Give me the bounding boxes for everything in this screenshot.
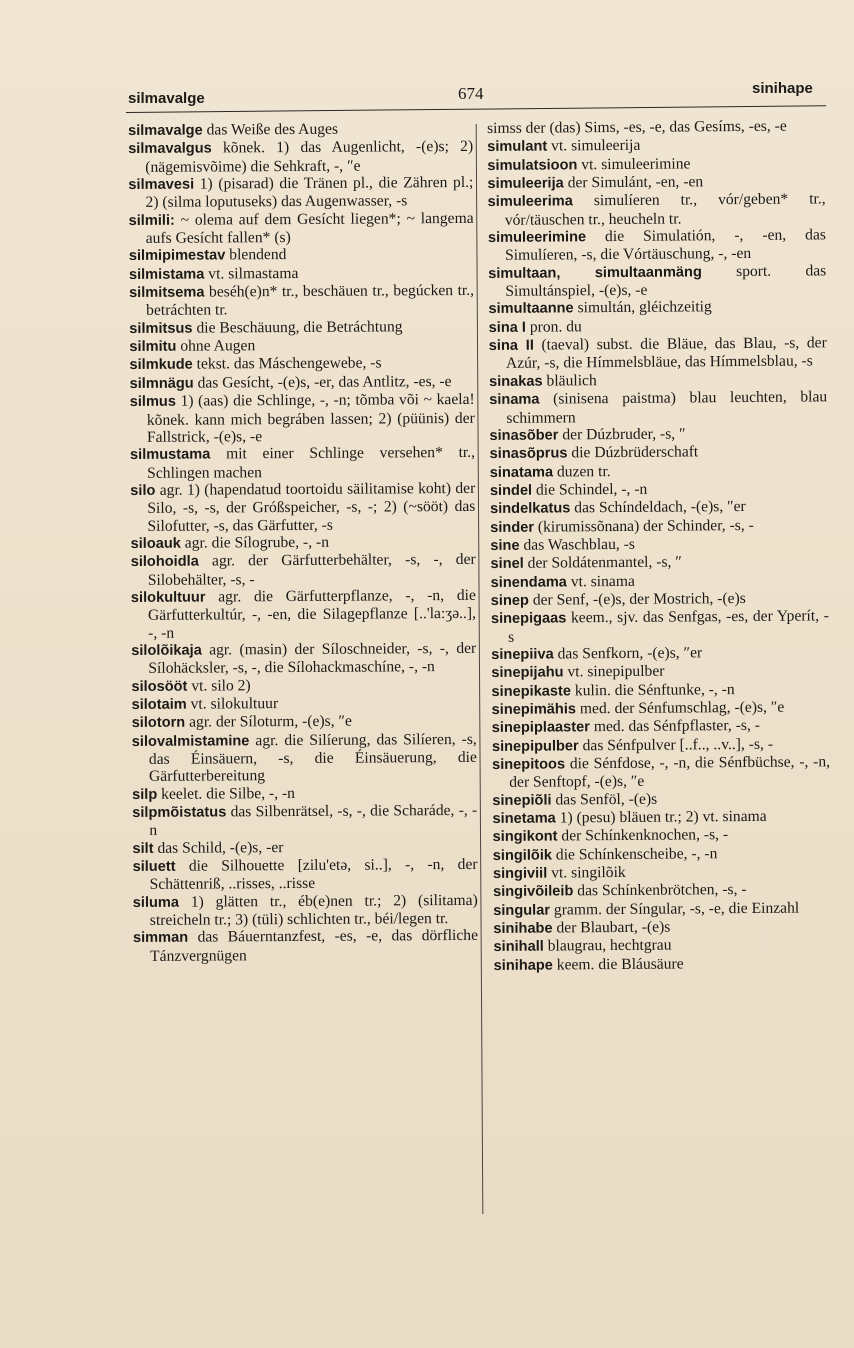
headword: sina I <box>488 319 527 336</box>
dictionary-entry <box>130 391 475 446</box>
definition: agr. die Sílogrube, -, -n <box>180 533 330 552</box>
headword: silpmõistatus <box>132 804 227 822</box>
headword: silmitsema <box>128 284 205 302</box>
dictionary-entry <box>133 927 478 965</box>
definition: 1) glätten tr., éb(e)nen tr.; 2) (silitama) streicheln tr.; 3) (tüli) schlichten tr., béi/legen tr. <box>149 891 478 930</box>
headword: sinatama <box>489 464 554 481</box>
headword: silmavalge <box>128 122 203 139</box>
definition: keem., sjv. das Senfgas, -es, der Yperít, -s <box>507 607 829 646</box>
headword: simulatsioon <box>487 156 578 174</box>
definition: die Sénfdose, -, -n, die Sénfbüchse, -, -n, der Senftopf, -(e)s, ″e <box>509 753 831 792</box>
dictionary-entry <box>130 444 475 482</box>
definition: agr. die Silíerung, das Silíeren, -s, das Éinsäuern, -s, die Éinsäuerung, die Gärfutterbereitung <box>148 730 477 786</box>
definition: med. der Sénfumschlag, -(e)s, ″e <box>575 698 785 718</box>
headword: simuleerimine <box>487 229 587 247</box>
headword: sinder <box>490 519 535 536</box>
definition: simultán, gléichzeitig <box>573 298 712 317</box>
definition: das Báuerntanzfest, -es, -e, das dörfliche Tánzvergnügen <box>150 927 479 965</box>
dictionary-entry <box>131 676 476 696</box>
headword: silp <box>132 786 158 803</box>
definition: vt. silo 2) <box>187 676 251 695</box>
headword: silovalmistamine <box>131 732 250 750</box>
dictionary-entry <box>132 802 477 840</box>
definition: agr. (masin) der Síloschneider, -s, -, der Sílohäcksler, -s, -, die Sílohackmaschíne, -, -n <box>148 639 477 678</box>
definition: die Schínkenscheibe, -, -n <box>551 844 718 864</box>
headword: singivõileib <box>493 883 574 901</box>
headword: silmkude <box>129 357 193 374</box>
dictionary-entry <box>129 318 474 338</box>
dictionary-entry <box>128 120 473 140</box>
dictionary-entry <box>129 354 474 374</box>
dictionary-entry <box>488 226 826 264</box>
dictionary-entry <box>130 480 475 535</box>
definition: keelet. die Silbe, -, -n <box>157 784 295 803</box>
left-guide-word: silmavalge <box>128 90 205 107</box>
headword: silmitsus <box>129 320 193 337</box>
definition: blendend <box>225 246 287 264</box>
headword: singilõik <box>492 847 553 864</box>
dictionary-entry <box>133 892 478 930</box>
headword: sinetama <box>492 810 556 828</box>
definition: 1) (aas) die Schlinge, -, -n; tõmba või ~ kaela! kõnek. kann mich begráben lassen; 2) (püünis) der Fallstrick, -(e)s, -e <box>146 391 475 446</box>
definition: der Dúzbruder, -s, ″ <box>558 425 686 444</box>
headword: sinep <box>490 592 529 609</box>
headword: sinihall <box>493 939 544 956</box>
dictionary-entry <box>488 191 826 229</box>
left-column <box>128 120 478 965</box>
definition: das Waschblau, -s <box>519 535 635 554</box>
headword: sinepikaste <box>491 683 572 700</box>
definition: gramm. der Síngular, -s, -e, die Einzahl <box>549 899 800 919</box>
headword: silolõikaja <box>131 642 202 659</box>
headword: sinepiõli <box>492 792 552 809</box>
headword: silokultuur <box>130 589 206 606</box>
definition: (kirumissõnana) der Schinder, -s, - <box>533 516 754 536</box>
definition: vt. sinama <box>566 572 635 590</box>
headword: siluett <box>132 858 176 876</box>
definition: der Soldátenmantel, -s, ″ <box>523 553 682 572</box>
definition: vt. silokultuur <box>186 695 279 713</box>
dictionary-entry <box>491 608 829 646</box>
dictionary-entry <box>130 373 475 393</box>
definition: das Schínkenbrötchen, -s, - <box>573 881 747 900</box>
headword: siluma <box>132 894 180 911</box>
headword: sindelkatus <box>489 500 571 518</box>
headword: simulant <box>487 138 548 156</box>
headword: silmavalgus <box>128 140 212 158</box>
dictionary-entry <box>489 388 827 426</box>
dictionary-entry <box>132 694 477 714</box>
dictionary-entry <box>129 264 474 284</box>
definition: mit einer Schlinge versehen* tr., Schlingen machen <box>147 444 476 482</box>
headword: sine <box>490 537 520 554</box>
page-header <box>0 78 854 108</box>
dictionary-entry <box>487 117 825 138</box>
definition: das Sénfpulver [..f.., ..v..], -s, - <box>578 735 774 754</box>
definition: das Weiße des Auges <box>202 120 339 139</box>
definition: der Simulánt, -en, -en <box>563 173 704 192</box>
headword: simuleerima <box>487 193 573 211</box>
headword: simman <box>132 930 189 947</box>
headword: silotaim <box>131 696 187 713</box>
definition: (sinisena paistma) blau leuchten, blau schimmern <box>506 388 828 427</box>
definition: die Simulatión, -, -en, das Simulíeren, -s, die Vórtäuschung, -, -en <box>505 226 826 265</box>
headword: sinepimähis <box>491 701 577 718</box>
headword: sinel <box>490 555 524 573</box>
dictionary-entry <box>129 336 474 356</box>
headword: silmustama <box>129 446 211 464</box>
definition: agr. die Gärfutterpflanze, -, -n, die Gärfutterkultúr, -, -en, die Silagepflanze [..'la:ʒə..], -, -n <box>147 586 477 642</box>
headword: silmili: <box>128 212 175 229</box>
dictionary-entry <box>129 245 474 265</box>
dictionary-entry <box>128 174 473 212</box>
dictionary-entry <box>488 262 826 300</box>
headword: silotorn <box>131 715 186 732</box>
headword: silmistama <box>128 266 205 283</box>
definition: die Schindel, -, -n <box>532 480 648 499</box>
definition: kõnek. 1) das Augenlicht, -(e)s; 2) (nägemisvõime) die Sehkraft, -, ″e <box>145 138 474 176</box>
definition: agr. 1) (hapendatud toortoidu säilitamise koht) der Silo, -s, -s, der Gróßspeicher, -s, -; 2) (~sööt) das Silofutter, -s, das Gärfutter, -s <box>147 479 476 535</box>
definition: der Senf, -(e)s, der Mostrich, -(e)s <box>528 589 746 609</box>
definition: vt. simuleerija <box>547 137 641 155</box>
headword: sinepiplaaster <box>491 719 590 737</box>
definition: blaugrau, hechtgrau <box>543 937 672 956</box>
headword: sinendama <box>490 573 567 591</box>
page-number: 674 <box>458 84 484 103</box>
definition: kulin. die Sénftunke, -, -n <box>570 680 735 700</box>
dictionary-entry <box>132 856 477 894</box>
headword: sinasõprus <box>489 445 568 463</box>
headword: sindel <box>489 482 533 499</box>
definition: das Senföl, -(e)s <box>551 790 658 809</box>
definition: agr. der Gärfutterbehälter, -s, -, der Silobehälter, -s, - <box>147 551 476 589</box>
headword: sina II <box>488 337 534 355</box>
right-guide-word: sinihape <box>752 80 813 97</box>
definition: der Schínkenknochen, -s, - <box>557 826 729 845</box>
dictionary-entry <box>132 712 477 732</box>
right-column <box>487 117 832 975</box>
dictionary-entry <box>132 784 477 804</box>
definition: agr. der Síloturm, -(e)s, ″e <box>185 712 352 732</box>
dictionary-entry <box>494 954 832 975</box>
definition: die Silhouette [zilu'etə, si..], -, -n, der Schättenriß, ..risses, ..risse <box>149 855 478 894</box>
dictionary-entry <box>489 334 827 372</box>
definition: die Beschäuung, die Betráchtung <box>192 318 403 337</box>
definition: duzen tr. <box>552 462 611 481</box>
definition: simss der (das) Sims, -es, -e, das Gesíms, -es, -e <box>487 117 787 137</box>
headword: silohoidla <box>130 553 199 571</box>
dictionary-entry <box>129 210 474 248</box>
definition: pron. du <box>525 318 582 336</box>
headword: singular <box>493 902 551 919</box>
definition: das Schíndeldach, -(e)s, ″er <box>570 498 746 517</box>
headword: sinepiiva <box>491 646 554 663</box>
headword: silo <box>130 482 156 499</box>
headword: sinepitoos <box>492 756 566 774</box>
definition: das Gesícht, -(e)s, -er, das Antlitz, -es, -e <box>193 372 452 392</box>
headword: sinasõber <box>489 427 559 444</box>
headword: simuleerija <box>487 175 564 193</box>
headword: sinama <box>489 391 540 409</box>
headword: sinakas <box>488 373 543 390</box>
dictionary-entry <box>493 899 831 920</box>
definition: (taeval) subst. die Bläue, das Blau, -s, der Azúr, -s, die Hímmelsbläue, das Hímmelsblau, -s <box>505 334 827 373</box>
definition: die Dúzbrüderschaft <box>567 443 699 462</box>
definition: sport. das Simultánspiel, -(e)s, -e <box>505 262 827 300</box>
definition: vt. silmastama <box>204 264 299 283</box>
definition: vt. simuleerimine <box>577 155 691 173</box>
dictionary-entry <box>131 640 476 678</box>
headword: sinepijahu <box>491 664 564 682</box>
dictionary-entry <box>129 282 474 320</box>
definition: das Senfkorn, -(e)s, ″er <box>553 644 703 663</box>
dictionary-entry <box>128 138 473 176</box>
headword: silmnägu <box>129 375 194 392</box>
definition: das Silbenrätsel, -s, -, die Scharáde, -, -n <box>149 801 478 840</box>
headword: simultaan, simultaanmäng <box>488 264 702 282</box>
definition: der Blaubart, -(e)s <box>552 918 671 937</box>
headword: silmitu <box>129 338 177 356</box>
headword: sinihape <box>493 957 553 974</box>
headword: singiviil <box>492 865 548 883</box>
headword: silt <box>132 840 154 857</box>
headword: sinepigaas <box>490 610 567 628</box>
definition: 1) (pesu) bläuen tr.; 2) vt. sinama <box>555 807 767 827</box>
headword: silmipimestav <box>128 247 226 265</box>
headword: sinihabe <box>493 920 553 938</box>
dictionary-entry <box>131 551 476 589</box>
definition: vt. sinepipulber <box>563 662 665 681</box>
definition: 1) (pisarad) die Tränen pl., die Zähren pl.; 2) (silma loputuseks) das Augenwasser, -s <box>145 173 474 212</box>
headword: simultaanne <box>488 300 574 318</box>
headword: sinepipulber <box>491 737 579 755</box>
definition: simulíeren tr., vór/geben* tr., vór/täuschen tr., heucheln tr. <box>504 190 826 229</box>
headword: silosööt <box>131 678 188 695</box>
definition: das Schild, -(e)s, -er <box>153 838 284 857</box>
definition: med. das Sénfpflaster, -s, - <box>589 717 760 736</box>
dictionary-entry <box>132 838 477 858</box>
headword: singikont <box>492 828 558 846</box>
headword: siloauk <box>130 535 181 552</box>
dictionary-entry <box>492 753 830 791</box>
dictionary-entry <box>131 533 476 553</box>
headword: silmavesi <box>128 176 195 194</box>
definition: ohne Augen <box>176 337 256 355</box>
definition: vt. singilõik <box>547 864 626 882</box>
dictionary-entry <box>131 587 476 642</box>
dictionary-entry <box>492 698 830 719</box>
definition: bläulich <box>542 371 597 390</box>
dictionary-entry <box>132 731 477 786</box>
headword: silmus <box>129 393 176 411</box>
definition: ~ olema auf dem Gesícht liegen*; ~ langema aufs Gesícht fallen* (s) <box>145 209 474 247</box>
definition: keem. die Bláusäure <box>552 955 684 974</box>
definition: tekst. das Máschengewebe, -s <box>192 354 382 374</box>
column-divider <box>476 124 484 1214</box>
definition: beséh(e)n* tr., beschäuen tr., begúcken tr., betráchten tr. <box>146 281 475 320</box>
